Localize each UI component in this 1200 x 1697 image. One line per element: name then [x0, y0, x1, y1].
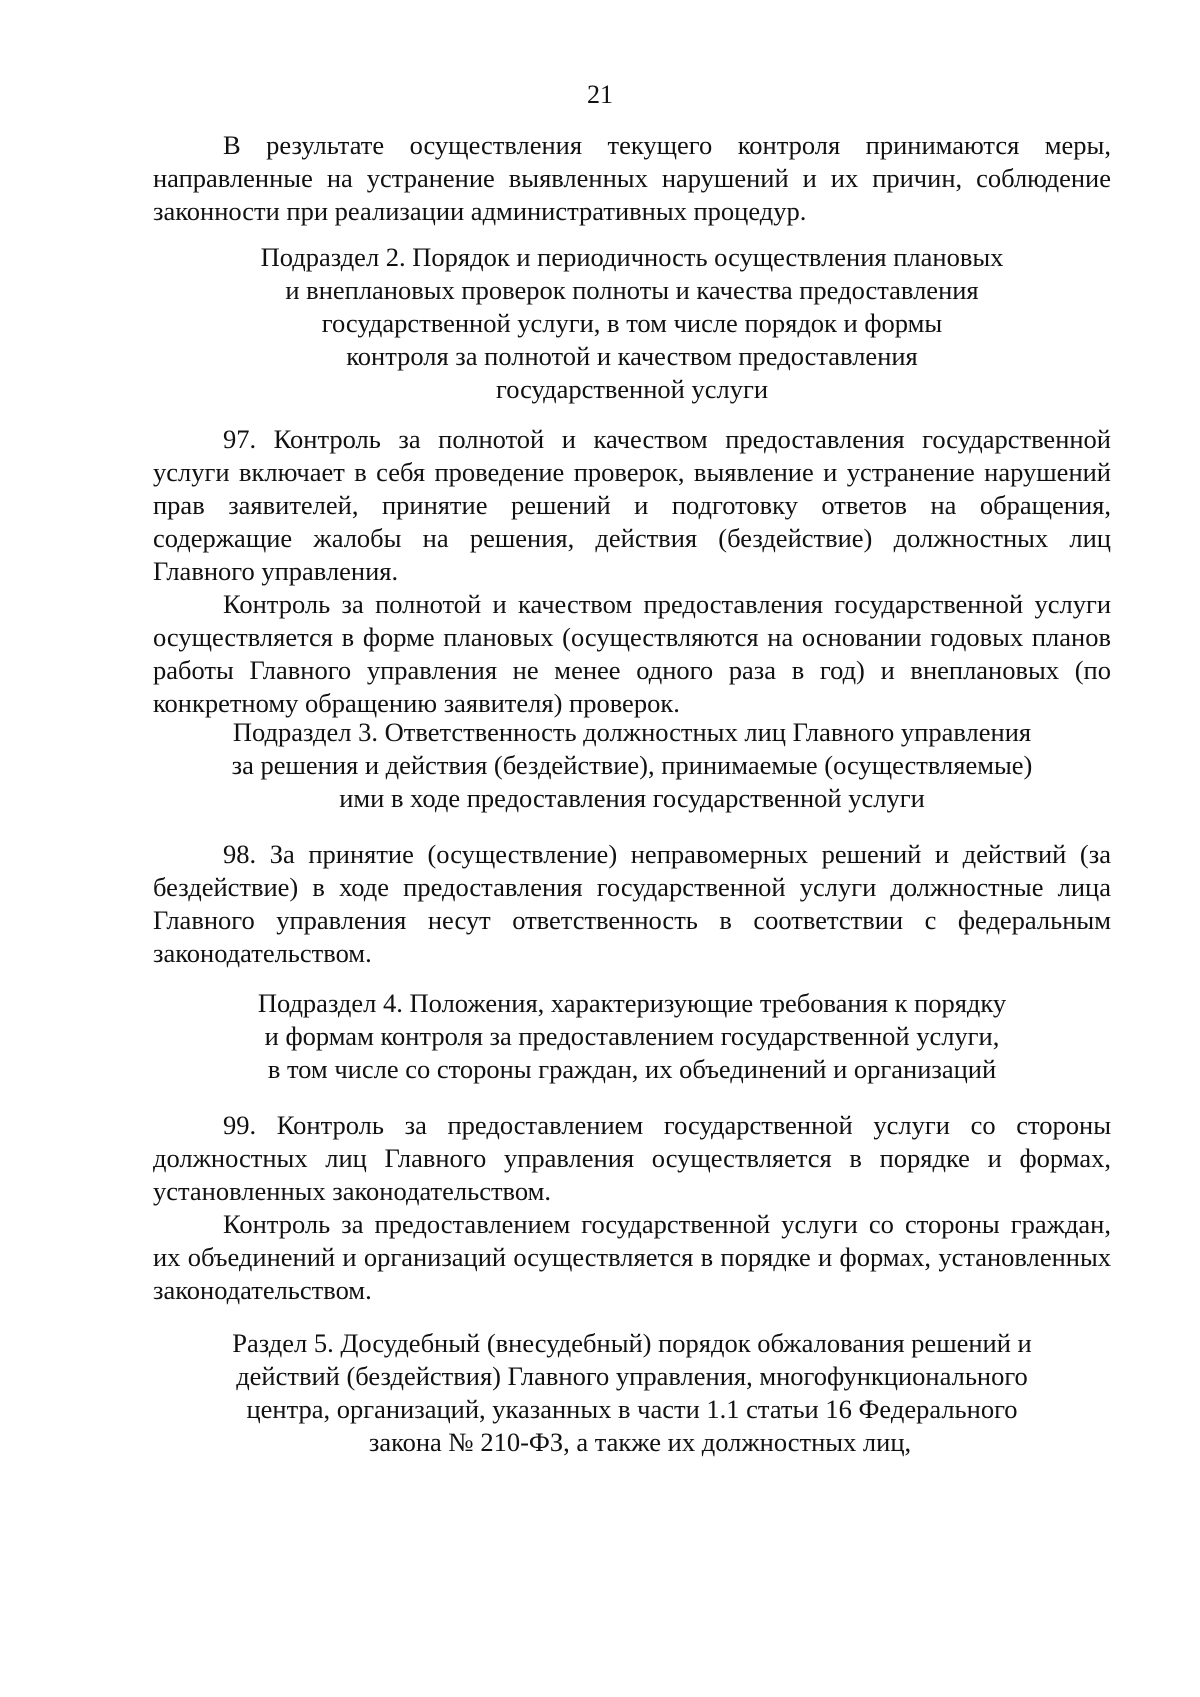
subsection-4-title [153, 987, 1111, 1086]
section-5-heading [153, 1327, 1111, 1459]
item-97-block [153, 423, 1111, 720]
heading-line: Подраздел 4. Положения, характеризующие требования к порядку [257, 988, 1007, 1018]
heading-line: государственной услуги, в том числе порядок и формы [321, 308, 943, 338]
item-99-block [153, 1109, 1111, 1307]
heading-line: и формам контроля за предоставлением государственной услуги, [264, 1021, 1000, 1051]
subsection-2-heading [153, 241, 1111, 406]
item-98-paragraph: 98. За принятие (осуществление) неправомерных решений и действий (за бездействие) в ходе предоставления государственной услуги должностные лица Главного управления несут ответственность в соответствии с федеральным законодательством. [153, 839, 1111, 968]
heading-line: в том числе со стороны граждан, их объединений и организаций [267, 1054, 997, 1084]
heading-line: закона № 210-ФЗ, а также их должностных лиц, [368, 1427, 912, 1457]
section-5-title [153, 1327, 1111, 1459]
heading-line: ими в ходе предоставления государственной услуги [339, 783, 925, 813]
heading-line: Раздел 5. Досудебный (внесудебный) порядок обжалования решений и [232, 1328, 1032, 1358]
subsection-3-heading [153, 716, 1111, 815]
item-99-paragraph-2: Контроль за предоставлением государственной услуги со стороны граждан, их объединений и организаций осуществляется в порядке и формах, установленных законодательством. [153, 1209, 1111, 1305]
heading-line: действий (бездействия) Главного управления, многофункционального [236, 1361, 1028, 1391]
item-98-block [153, 838, 1111, 970]
heading-line: и внеплановых проверок полноты и качества предоставления [285, 275, 979, 305]
item-97-paragraph-2: Контроль за полнотой и качеством предоставления государственной услуги осуществляется в форме плановых (осуществляются на основании годовых планов работы Главного управления не менее одного раза в год) и внеплановых (по конкретному обращению заявителя) проверок. [153, 589, 1111, 718]
item-99-paragraph-1: 99. Контроль за предоставлением государственной услуги со стороны должностных лиц Главного управления осуществляется в порядке и формах, установленных законодательством. [153, 1110, 1111, 1206]
page-number: 21 [587, 80, 613, 109]
heading-line: Подраздел 2. Порядок и периодичность осуществления плановых [260, 242, 1004, 272]
heading-line: контроля за полнотой и качеством предоставления [346, 341, 918, 371]
heading-line: центра, организаций, указанных в части 1.1 статьи 16 Федерального [246, 1394, 1018, 1424]
subsection-3-title [153, 716, 1111, 815]
heading-line: государственной услуги [495, 374, 769, 404]
heading-line: за решения и действия (бездействие), принимаемые (осуществляемые) [231, 750, 1033, 780]
subsection-2-title [153, 241, 1111, 406]
subsection-4-heading [153, 987, 1111, 1086]
item-97-paragraph-1: 97. Контроль за полнотой и качеством предоставления государственной услуги включает в себя проведение проверок, выявление и устранение нарушений прав заявителей, принятие решений и подготовку ответов на обращения, содержащие жалобы на решения, действия (бездействие) должностных лиц Главного управления. [153, 424, 1111, 586]
heading-line: Подраздел 3. Ответственность должностных лиц Главного управления [232, 717, 1032, 747]
intro-paragraph: В результате осуществления текущего контроля принимаются меры, направленные на устранение выявленных нарушений и их причин, соблюдение законности при реализации административных процедур. [153, 130, 1111, 226]
intro-block [153, 129, 1111, 228]
